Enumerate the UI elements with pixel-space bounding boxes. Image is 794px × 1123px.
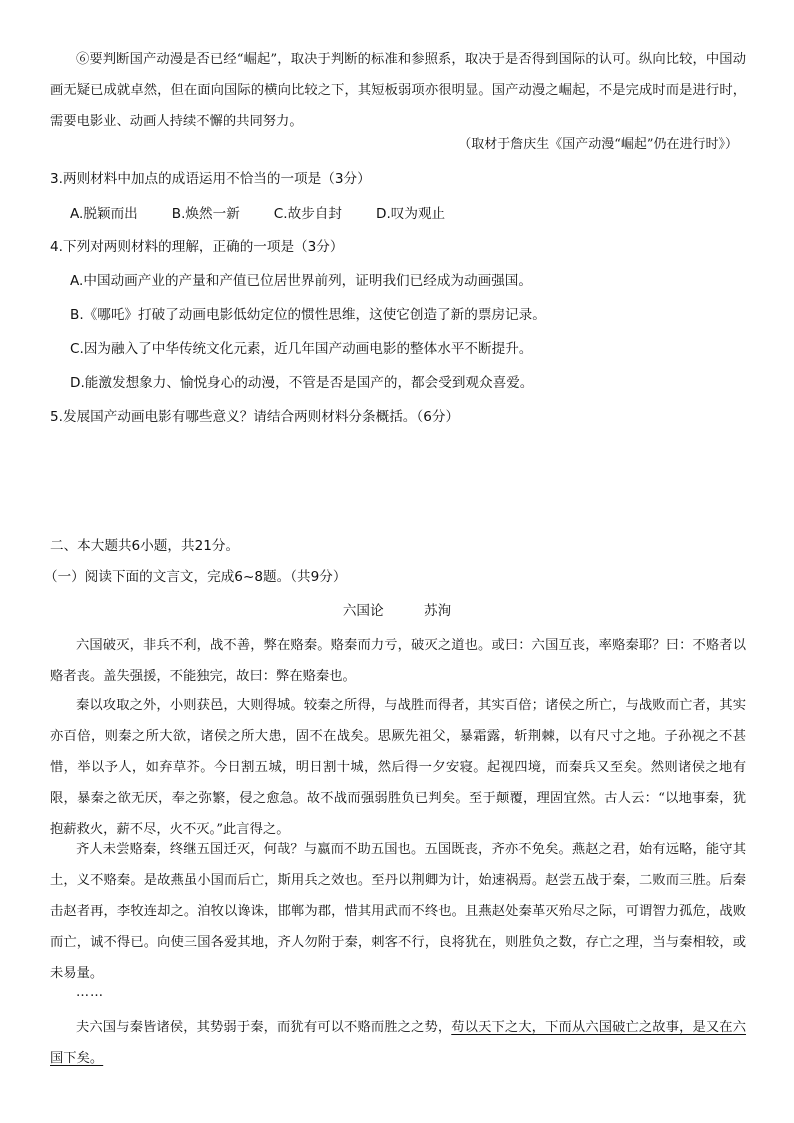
omission-ellipsis: ……: [76, 985, 104, 1000]
text-author: 苏洵: [423, 603, 452, 619]
material-paragraph-6: ⑥要判断国产动漫是否已经“崛起”，取决于判断的标准和参照系，取决于是否得到国际的认可。纵向比较，中国动画无疑已成就卓然，但在面向国际的横向比较之下，其短板弱项亦很明显。国产动漫之崛起，不是完成时而是进行时，需要电影业、动画人持续不懈的共同努力。: [50, 52, 746, 129]
q4-option-c[interactable]: C.因为融入了中华传统文化元素，近几年国产动画电影的整体水平不断提升。: [70, 341, 533, 357]
q3-option-c[interactable]: C.故步自封: [273, 206, 342, 222]
q4-option-b[interactable]: B.《哪吒》打破了动画电影低幼定位的惯性思维，这使它创造了新的票房记录。: [70, 307, 546, 323]
subsection-1-heading: （一）阅读下面的文言文，完成6~8题。（共9分）: [44, 569, 347, 585]
question-3-stem: 3.两则材料中加点的成语运用不恰当的一项是（3分）: [50, 171, 371, 187]
source-citation: （取材于詹庆生《国产动漫“崛起”仍在进行时》）: [458, 137, 738, 152]
classical-text-title: [0, 600, 794, 622]
question-4-stem: 4.下列对两则材料的理解，正确的一项是（3分）: [50, 239, 344, 255]
classical-paragraph-1: 六国破灭，非兵不利，战不善，弊在赂秦。赂秦而力亏，破灭之道也。或曰：六国互丧，率赂秦耶？曰：不赂者以赂者丧。盖失强援，不能独完，故曰：弊在赂秦也。: [50, 638, 746, 684]
classical-paragraph-3: 齐人未尝赂秦，终继五国迁灭，何哉？与嬴而不助五国也。五国既丧，齐亦不免矣。燕赵之君，始有远略，能守其土，义不赂秦。是故燕虽小国而后亡，斯用兵之效也。至丹以荆卿为计，始速祸焉。赵尝五战于秦，二败而三胜。后秦击赵者再，李牧连却之。洎牧以谗诛，邯郸为郡，惜其用武而不终也。且燕赵处秦革灭殆尽之际，可谓智力孤危，战败而亡，诚不得已。向使三国各爱其地，齐人勿附于秦，刺客不行，良将犹在，则胜负之数，存亡之理，当与秦相较，或未易量。: [50, 842, 746, 981]
paragraph-4-underlined-sentence: 苟以天下之大，下而从六国破亡之故事，是又在六国下矣。: [50, 1020, 747, 1066]
q4-option-d[interactable]: D.能激发想象力、愉悦身心的动漫，不管是否是国产的，都会受到观众喜爱。: [70, 375, 534, 391]
q3-option-b[interactable]: B.焕然一新: [171, 206, 240, 222]
text-title: 六国论: [342, 603, 384, 619]
classical-paragraph-4: [50, 1012, 746, 1074]
q3-option-d[interactable]: D.叹为观止: [375, 206, 446, 222]
section-2-heading: 二、本大题共6小题，共21分。: [50, 538, 240, 554]
q4-option-a[interactable]: A.中国动画产业的产量和产值已位居世界前列，证明我们已经成为动画强国。: [70, 273, 532, 289]
question-3-options: [70, 203, 445, 225]
classical-paragraph-2: 秦以攻取之外，小则获邑，大则得城。较秦之所得，与战胜而得者，其实百倍；诸侯之所亡，与战败而亡者，其实亦百倍，则秦之所大欲，诸侯之所大患，固不在战矣。思厥先祖父，暴霜露，斩荆棘，以有尺寸之地。子孙视之不甚惜，举以予人，如弃草芥。今日割五城，明日割十城，然后得一夕安寝。起视四境，而秦兵又至矣。然则诸侯之地有限，暴秦之欲无厌，奉之弥繁，侵之愈急。故不战而强弱胜负已判矣。至于颠覆，理固宜然。古人云：“以地事秦，犹抱薪救火，薪不尽，火不灭。”此言得之。: [50, 698, 746, 837]
question-5-stem: 5.发展国产动画电影有哪些意义？请结合两则材料分条概括。（6分）: [50, 409, 460, 425]
q3-option-a[interactable]: A.脱颖而出: [70, 206, 138, 222]
paragraph-4-text: 夫六国与秦皆诸侯，其势弱于秦，而犹有可以不赂而胜之之势，: [76, 1020, 452, 1035]
